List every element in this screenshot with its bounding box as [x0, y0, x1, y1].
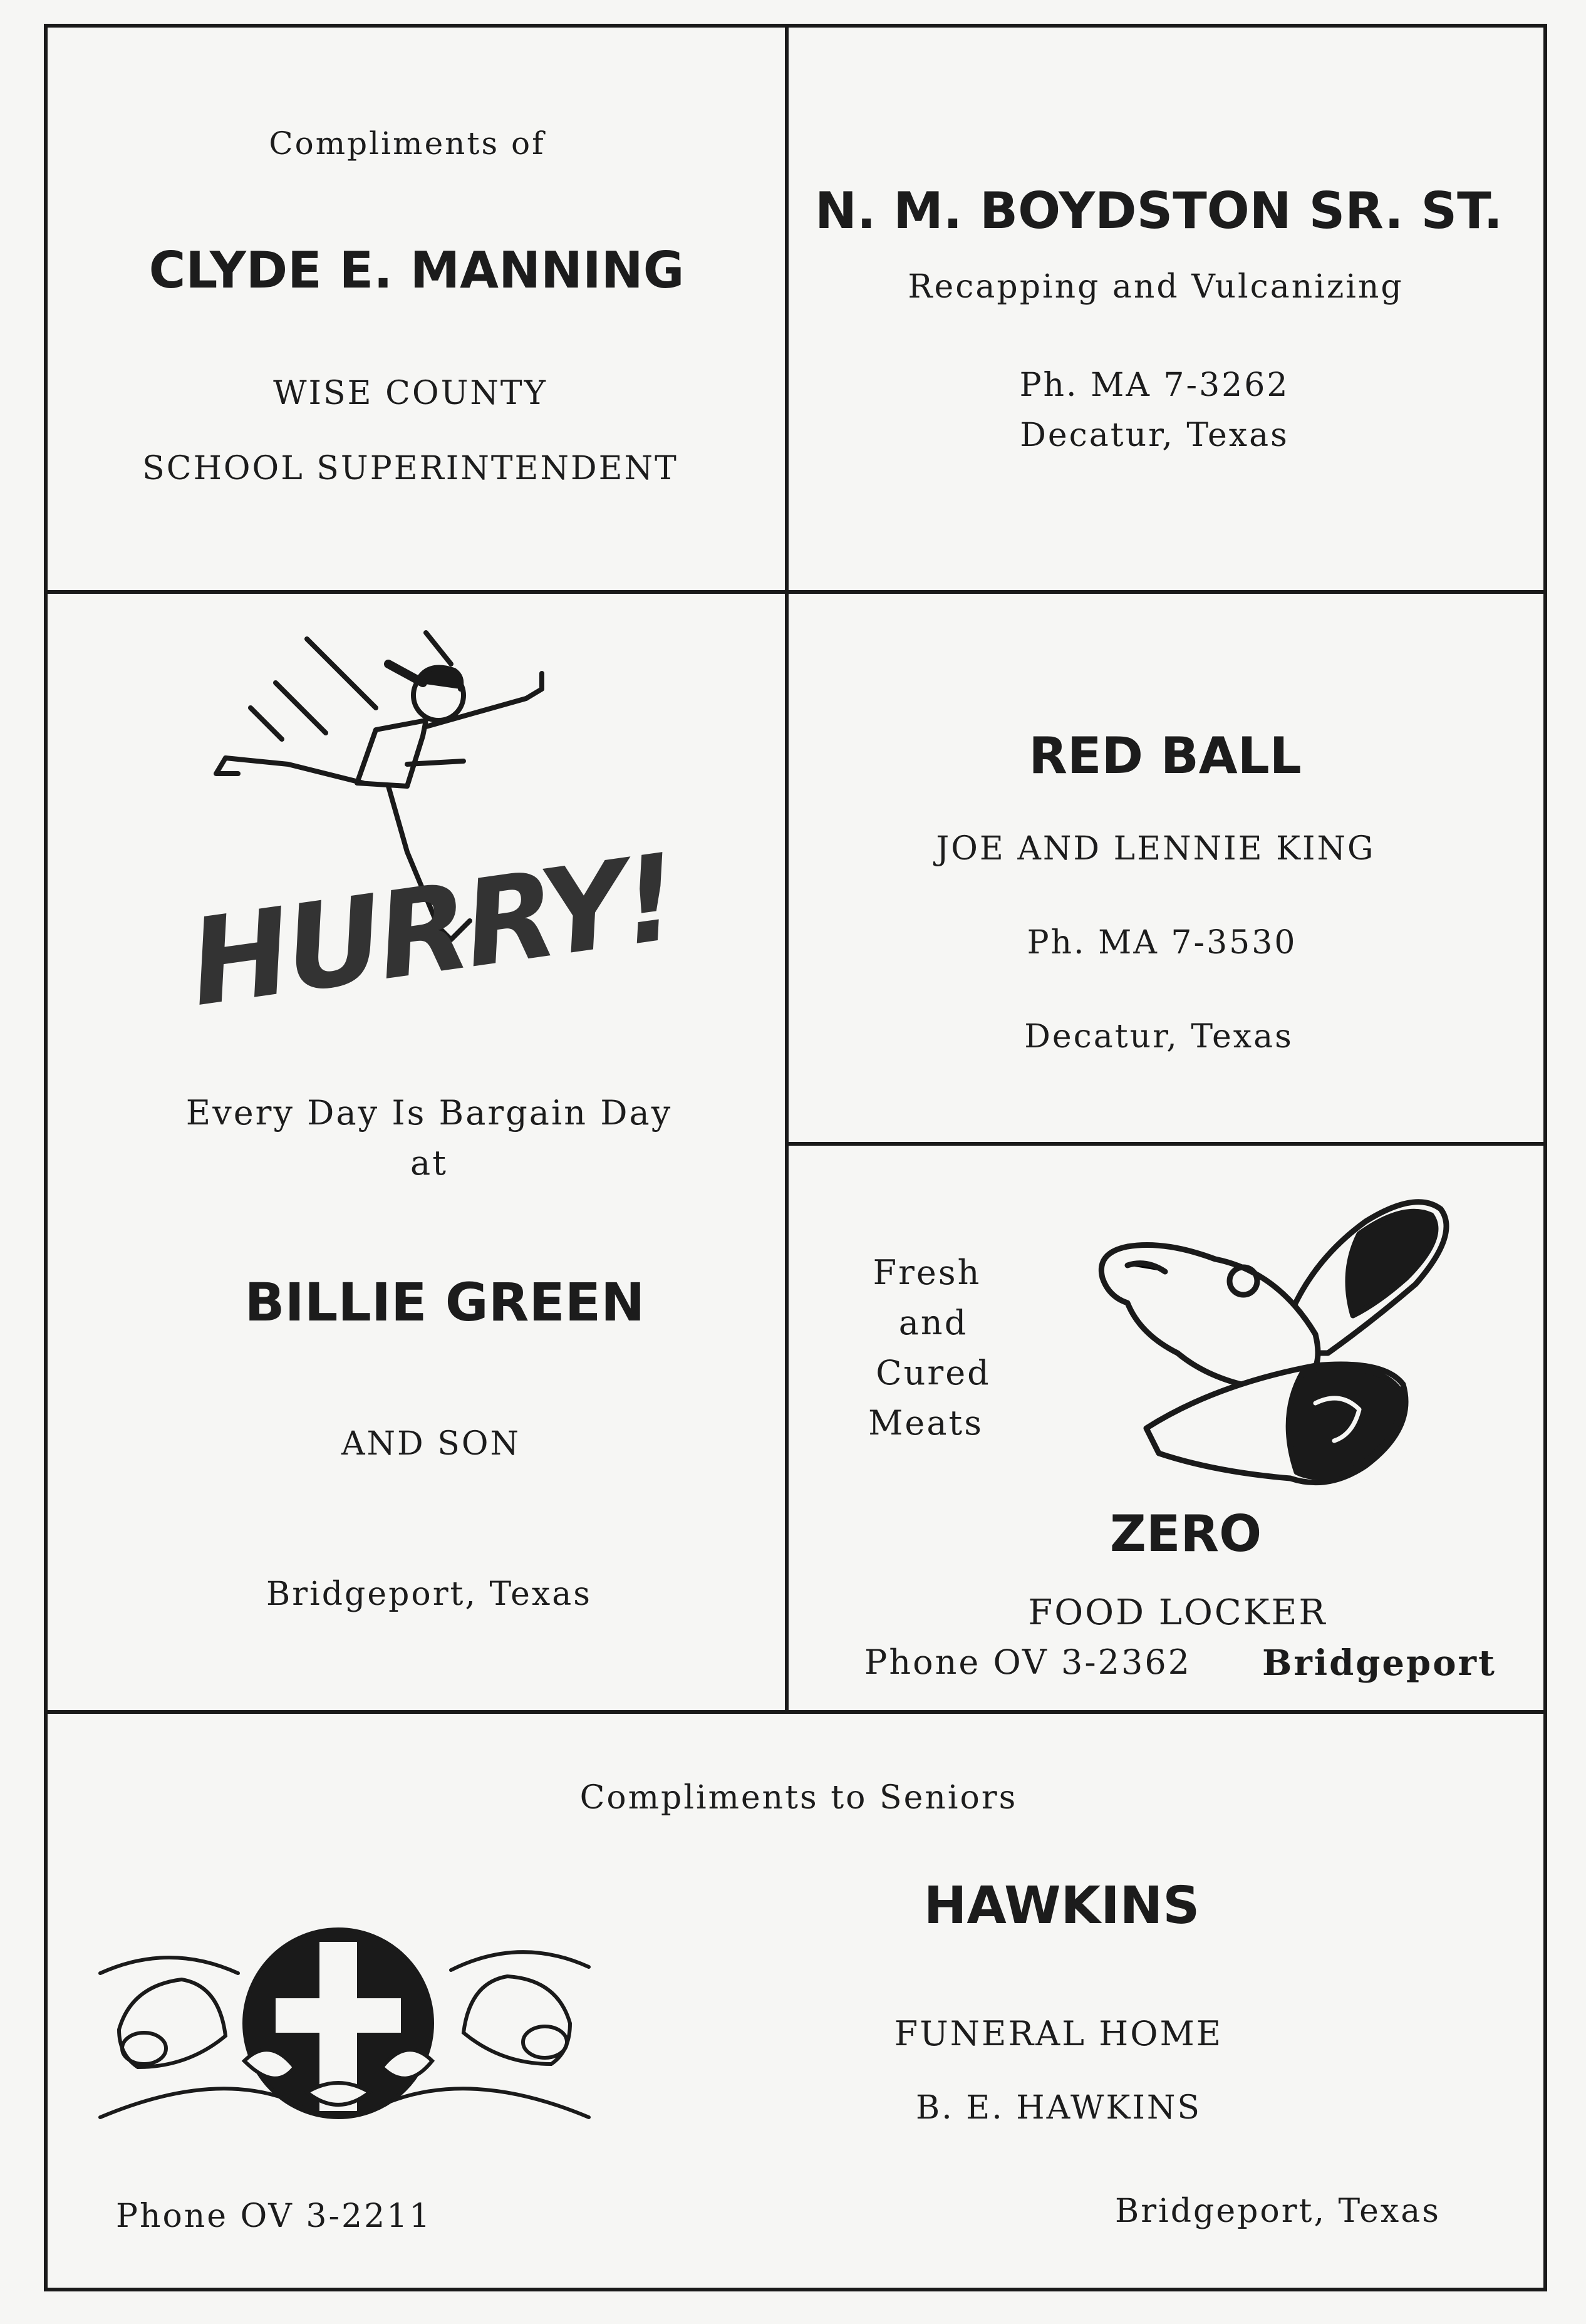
ad-line: FUNERAL HOME — [894, 2014, 1223, 2053]
ad-sub: FOOD LOCKER — [1028, 1592, 1327, 1633]
divider-row-bottom — [44, 1710, 1547, 1714]
ad-owners: JOE AND LENNIE KING — [936, 830, 1376, 868]
meats-word: Cured — [876, 1353, 991, 1393]
divider-right-mid — [787, 1142, 1547, 1146]
ad-line: SCHOOL SUPERINTENDENT — [142, 450, 678, 487]
ad-name: HAWKINS — [923, 1876, 1200, 1936]
divider-vertical-top — [785, 24, 789, 1714]
hurry-headline: HURRY! — [182, 828, 683, 1033]
meats-word: and — [898, 1303, 968, 1342]
ad-service: Recapping and Vulcanizing — [908, 268, 1404, 306]
ad-city: Bridgeport, Texas — [266, 1575, 592, 1613]
ad-name: RED BALL — [1029, 727, 1302, 785]
ad-name: BILLIE GREEN — [244, 1272, 645, 1333]
ad-intro: Compliments to Seniors — [579, 1779, 1018, 1817]
ad-city: Bridgeport, Texas — [1115, 2192, 1441, 2230]
ad-tagline: at — [410, 1143, 448, 1183]
ad-city: Decatur, Texas — [1020, 417, 1289, 454]
divider-row-1 — [44, 590, 1547, 594]
ad-tagline: Every Day Is Bargain Day — [185, 1093, 673, 1133]
ad-line: WISE COUNTY — [273, 375, 547, 412]
ad-name: CLYDE E. MANNING — [148, 241, 685, 299]
ad-phone: Phone OV 3-2211 — [116, 2197, 432, 2235]
ad-city: Decatur, Texas — [1024, 1018, 1293, 1056]
ad-name: ZERO — [1109, 1505, 1262, 1563]
meats-word: Fresh — [873, 1253, 982, 1292]
ad-city: Bridgeport — [1262, 1642, 1496, 1684]
ad-line: B. E. HAWKINS — [915, 2089, 1202, 2127]
ad-phone: Ph. MA 7-3530 — [1027, 924, 1297, 962]
cross-bells-emblem — [94, 1917, 595, 2130]
ad-intro: Compliments of — [269, 125, 546, 162]
ad-phone: Phone OV 3-2362 — [864, 1642, 1192, 1682]
meat-cuts-illustration — [1090, 1178, 1516, 1503]
ad-name: N. M. BOYDSTON SR. ST. — [815, 182, 1503, 240]
ad-sub: AND SON — [341, 1425, 521, 1463]
ad-phone: Ph. MA 7-3262 — [1019, 366, 1290, 404]
meats-word: Meats — [868, 1403, 983, 1443]
